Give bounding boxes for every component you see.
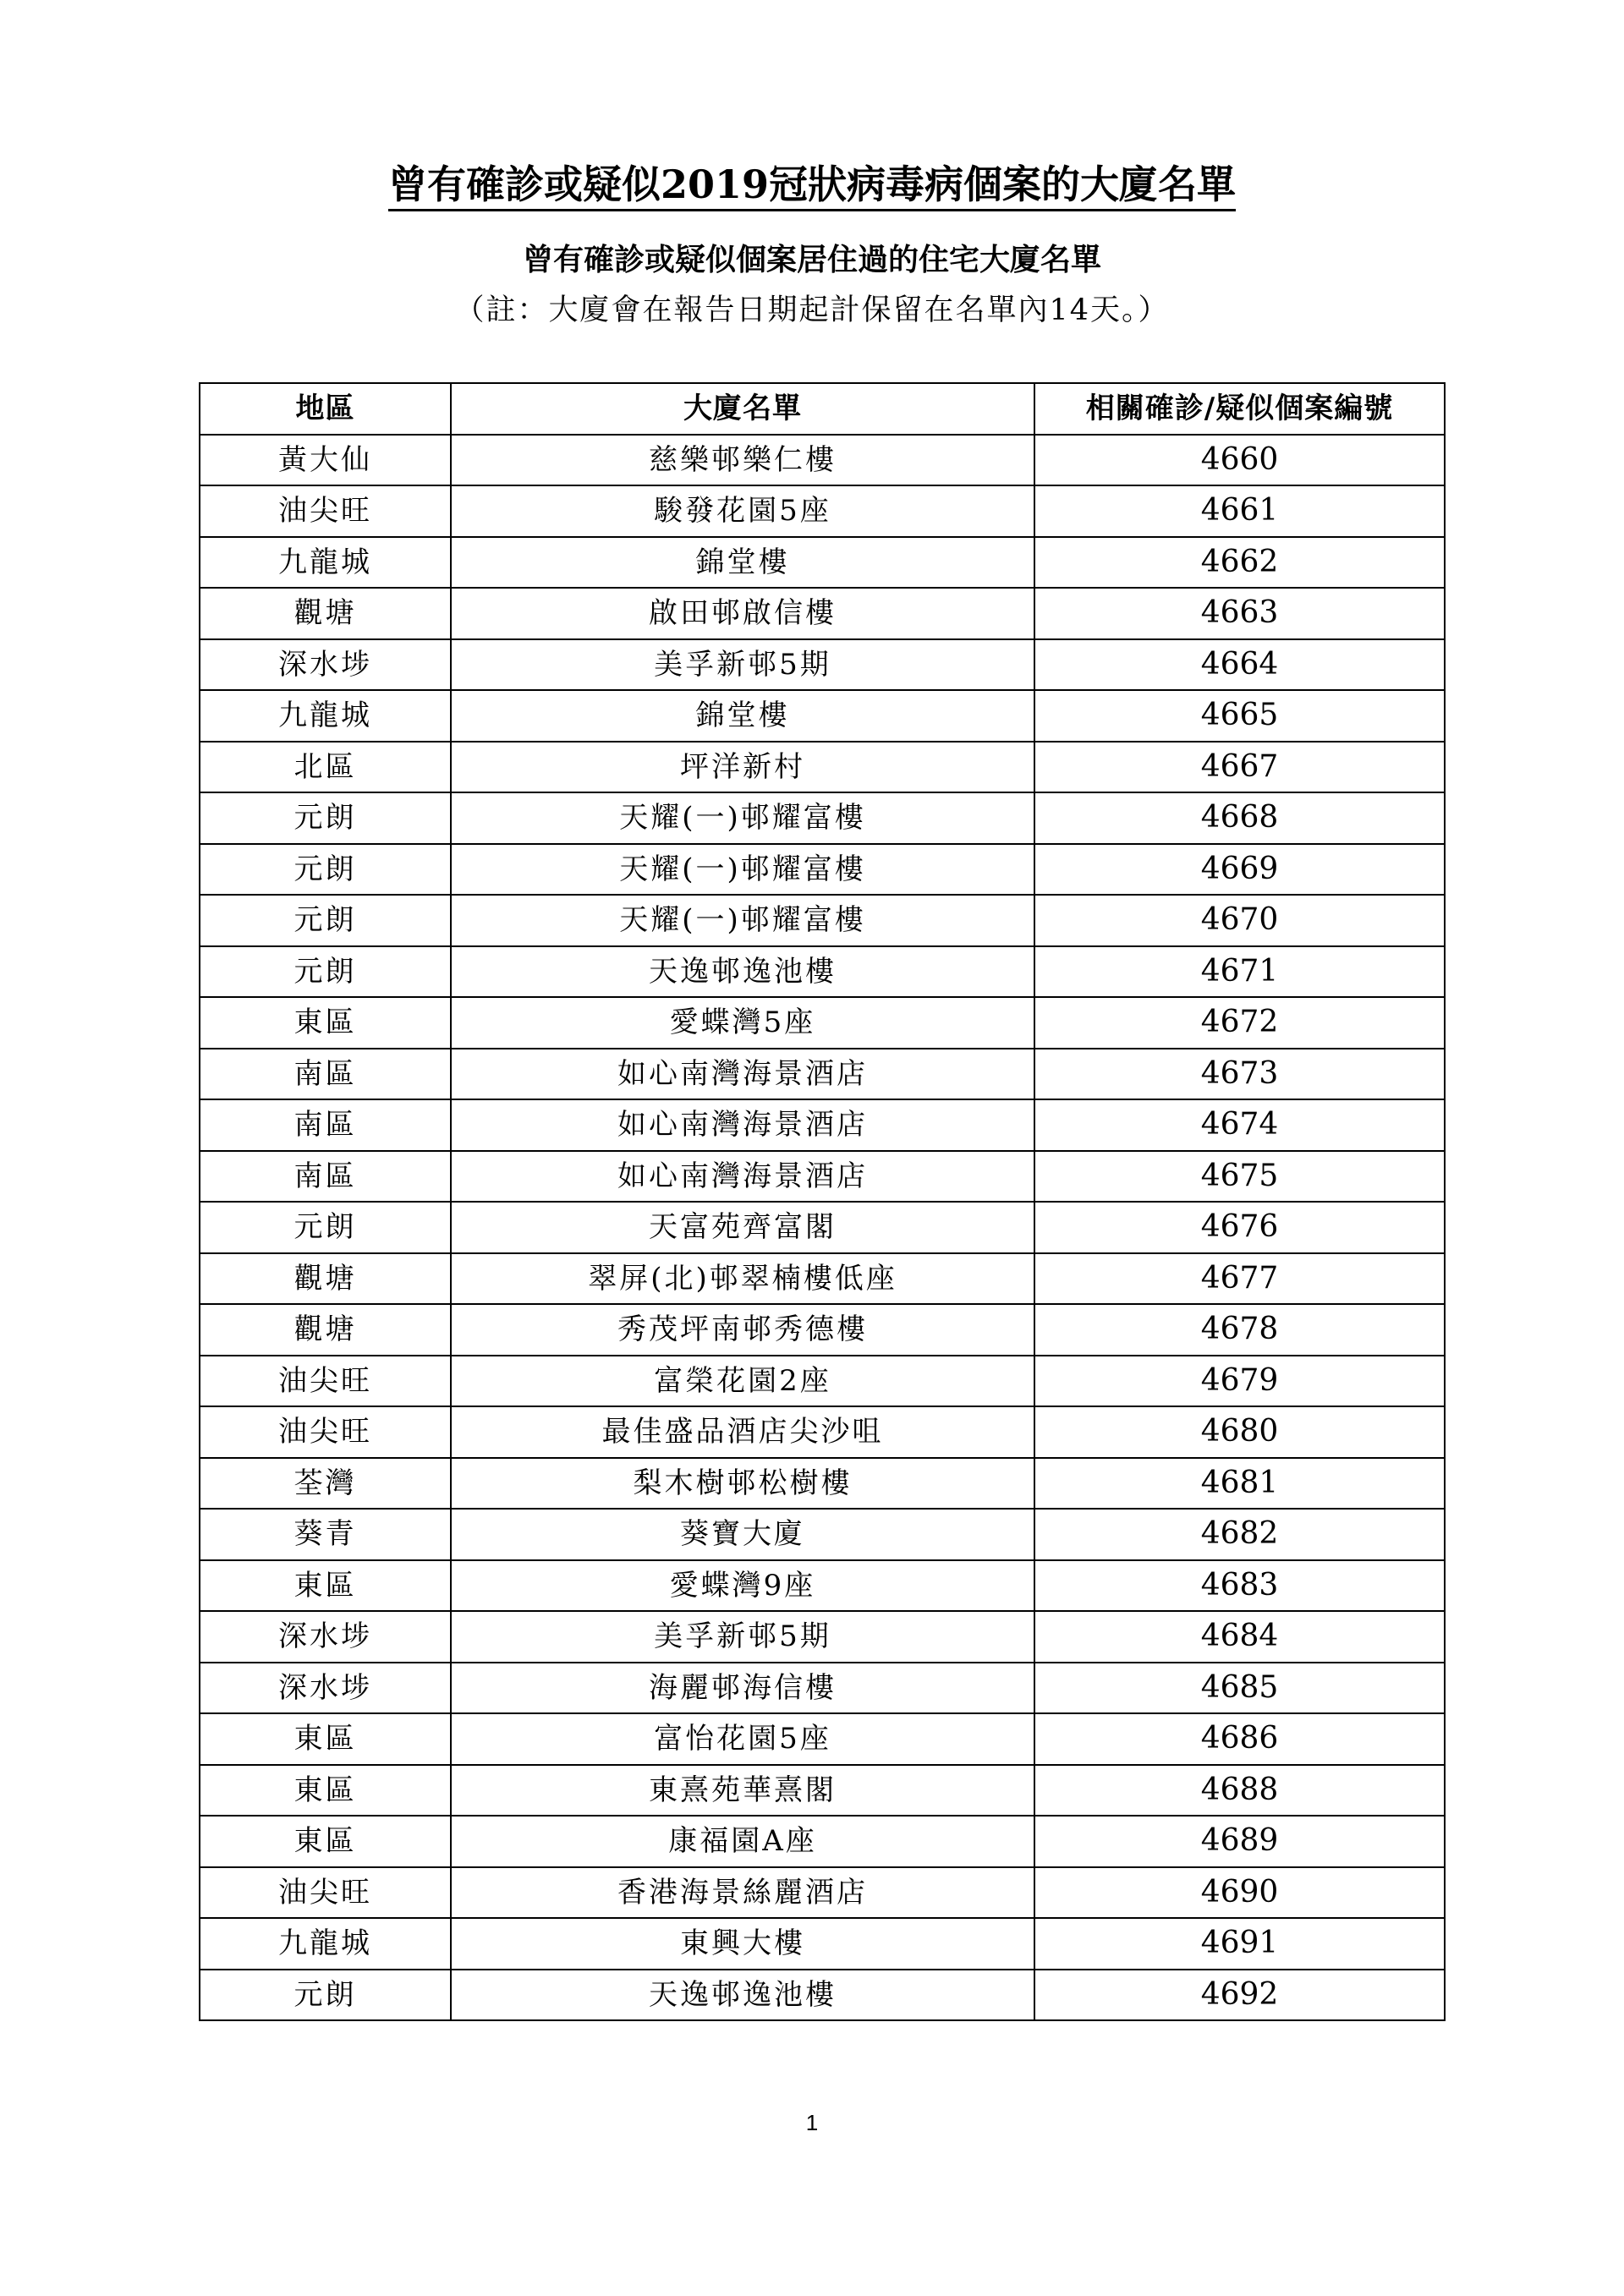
table-row [200,1099,1445,1151]
cell-case-number: 4679 [1034,1356,1445,1407]
building-list-table [199,382,1446,2021]
cell-building: 梨木樹邨松樹樓 [451,1458,1034,1510]
cell-building: 最佳盛品酒店尖沙咀 [451,1406,1034,1458]
cell-case-number: 4674 [1034,1099,1445,1151]
cell-case-number: 4662 [1034,537,1445,589]
table-row [200,1970,1445,2021]
cell-district: 東區 [200,1816,451,1867]
cell-case-number: 4672 [1034,997,1445,1049]
cell-building: 富怡花園5座 [451,1713,1034,1765]
cell-case-number: 4689 [1034,1816,1445,1867]
cell-case-number: 4665 [1034,690,1445,742]
cell-district: 油尖旺 [200,1406,451,1458]
cell-building: 富榮花園2座 [451,1356,1034,1407]
cell-district: 深水埗 [200,639,451,691]
cell-building: 美孚新邨5期 [451,1611,1034,1663]
cell-case-number: 4683 [1034,1560,1445,1612]
cell-building: 如心南灣海景酒店 [451,1099,1034,1151]
cell-building: 愛蝶灣5座 [451,997,1034,1049]
cell-district: 元朗 [200,792,451,844]
cell-case-number: 4690 [1034,1867,1445,1919]
cell-building: 香港海景絲麗酒店 [451,1867,1034,1919]
cell-district: 觀塘 [200,1304,451,1356]
cell-case-number: 4680 [1034,1406,1445,1458]
cell-case-number: 4663 [1034,588,1445,639]
document-title-text: 曾有確診或疑似2019冠狀病毒病個案的大廈名單 [388,162,1236,211]
cell-building: 天逸邨逸池樓 [451,946,1034,998]
cell-district: 東區 [200,1560,451,1612]
table-row [200,1253,1445,1305]
table-row [200,485,1445,537]
table-row [200,1765,1445,1817]
table-row [200,1356,1445,1407]
cell-case-number: 4682 [1034,1509,1445,1560]
cell-building: 天耀(一)邨耀富樓 [451,895,1034,946]
table-row [200,588,1445,639]
cell-district: 九龍城 [200,690,451,742]
cell-case-number: 4676 [1034,1202,1445,1253]
table-row [200,895,1445,946]
cell-case-number: 4684 [1034,1611,1445,1663]
cell-building: 天逸邨逸池樓 [451,1970,1034,2021]
cell-case-number: 4669 [1034,844,1445,896]
cell-district: 油尖旺 [200,1356,451,1407]
cell-case-number: 4667 [1034,742,1445,793]
cell-district: 南區 [200,1049,451,1100]
cell-building: 坪洋新村 [451,742,1034,793]
cell-building: 康福園A座 [451,1816,1034,1867]
table-row [200,690,1445,742]
cell-building: 海麗邨海信樓 [451,1663,1034,1714]
cell-building: 啟田邨啟信樓 [451,588,1034,639]
cell-district: 南區 [200,1151,451,1203]
cell-building: 如心南灣海景酒店 [451,1151,1034,1203]
table-row [200,1458,1445,1510]
cell-case-number: 4660 [1034,435,1445,486]
table-row [200,1918,1445,1970]
cell-building: 駿發花園5座 [451,485,1034,537]
cell-building: 東興大樓 [451,1918,1034,1970]
cell-building: 葵寶大廈 [451,1509,1034,1560]
document-subtitle: 曾有確診或疑似個案居住過的住宅大廈名單 [522,242,1101,277]
cell-building: 天耀(一)邨耀富樓 [451,792,1034,844]
header-case-number: 相關確診/疑似個案編號 [1034,383,1445,435]
cell-building: 秀茂坪南邨秀德樓 [451,1304,1034,1356]
table-row [200,1713,1445,1765]
table-row [200,1406,1445,1458]
cell-case-number: 4681 [1034,1458,1445,1510]
cell-case-number: 4685 [1034,1663,1445,1714]
document-title [0,159,1624,210]
cell-district: 深水埗 [200,1611,451,1663]
cell-district: 深水埗 [200,1663,451,1714]
table-row [200,1611,1445,1663]
cell-district: 南區 [200,1099,451,1151]
table-row [200,1304,1445,1356]
cell-building: 東熹苑華熹閣 [451,1765,1034,1817]
table-row [200,1867,1445,1919]
table-row [200,1560,1445,1612]
table-row [200,792,1445,844]
table-row [200,537,1445,589]
cell-district: 觀塘 [200,1253,451,1305]
cell-case-number: 4675 [1034,1151,1445,1203]
cell-district: 觀塘 [200,588,451,639]
cell-district: 東區 [200,997,451,1049]
cell-district: 九龍城 [200,537,451,589]
cell-district: 東區 [200,1713,451,1765]
table-row [200,742,1445,793]
page-number: 1 [805,2110,819,2135]
cell-district: 元朗 [200,946,451,998]
cell-case-number: 4673 [1034,1049,1445,1100]
cell-building: 翠屏(北)邨翠楠樓低座 [451,1253,1034,1305]
cell-district: 葵青 [200,1509,451,1560]
cell-building: 錦堂樓 [451,537,1034,589]
table-row [200,1151,1445,1203]
cell-building: 錦堂樓 [451,690,1034,742]
cell-case-number: 4664 [1034,639,1445,691]
table-row [200,1202,1445,1253]
retention-note: （註：大廈會在報告日期起計保留在名單內14天。） [454,293,1170,327]
cell-case-number: 4688 [1034,1765,1445,1817]
cell-building: 天耀(一)邨耀富樓 [451,844,1034,896]
cell-district: 元朗 [200,1202,451,1253]
cell-building: 美孚新邨5期 [451,639,1034,691]
table-row [200,1049,1445,1100]
cell-case-number: 4661 [1034,485,1445,537]
table-body [200,435,1445,2021]
cell-district: 黃大仙 [200,435,451,486]
cell-building: 如心南灣海景酒店 [451,1049,1034,1100]
cell-building: 愛蝶灣9座 [451,1560,1034,1612]
cell-district: 東區 [200,1765,451,1817]
table-row [200,1663,1445,1714]
cell-district: 北區 [200,742,451,793]
cell-case-number: 4671 [1034,946,1445,998]
table-row [200,946,1445,998]
table-row [200,1509,1445,1560]
cell-case-number: 4678 [1034,1304,1445,1356]
cell-district: 油尖旺 [200,1867,451,1919]
table-row [200,639,1445,691]
cell-district: 九龍城 [200,1918,451,1970]
cell-district: 荃灣 [200,1458,451,1510]
table-row [200,435,1445,486]
cell-case-number: 4691 [1034,1918,1445,1970]
cell-district: 油尖旺 [200,485,451,537]
cell-district: 元朗 [200,895,451,946]
cell-case-number: 4686 [1034,1713,1445,1765]
table-row [200,1816,1445,1867]
table-header-row [200,383,1445,435]
cell-case-number: 4670 [1034,895,1445,946]
cell-case-number: 4692 [1034,1970,1445,2021]
cell-building: 慈樂邨樂仁樓 [451,435,1034,486]
header-district: 地區 [200,383,451,435]
cell-case-number: 4668 [1034,792,1445,844]
cell-district: 元朗 [200,1970,451,2021]
table-row [200,997,1445,1049]
cell-case-number: 4677 [1034,1253,1445,1305]
header-building: 大廈名單 [451,383,1034,435]
table-row [200,844,1445,896]
cell-building: 天富苑齊富閣 [451,1202,1034,1253]
cell-district: 元朗 [200,844,451,896]
